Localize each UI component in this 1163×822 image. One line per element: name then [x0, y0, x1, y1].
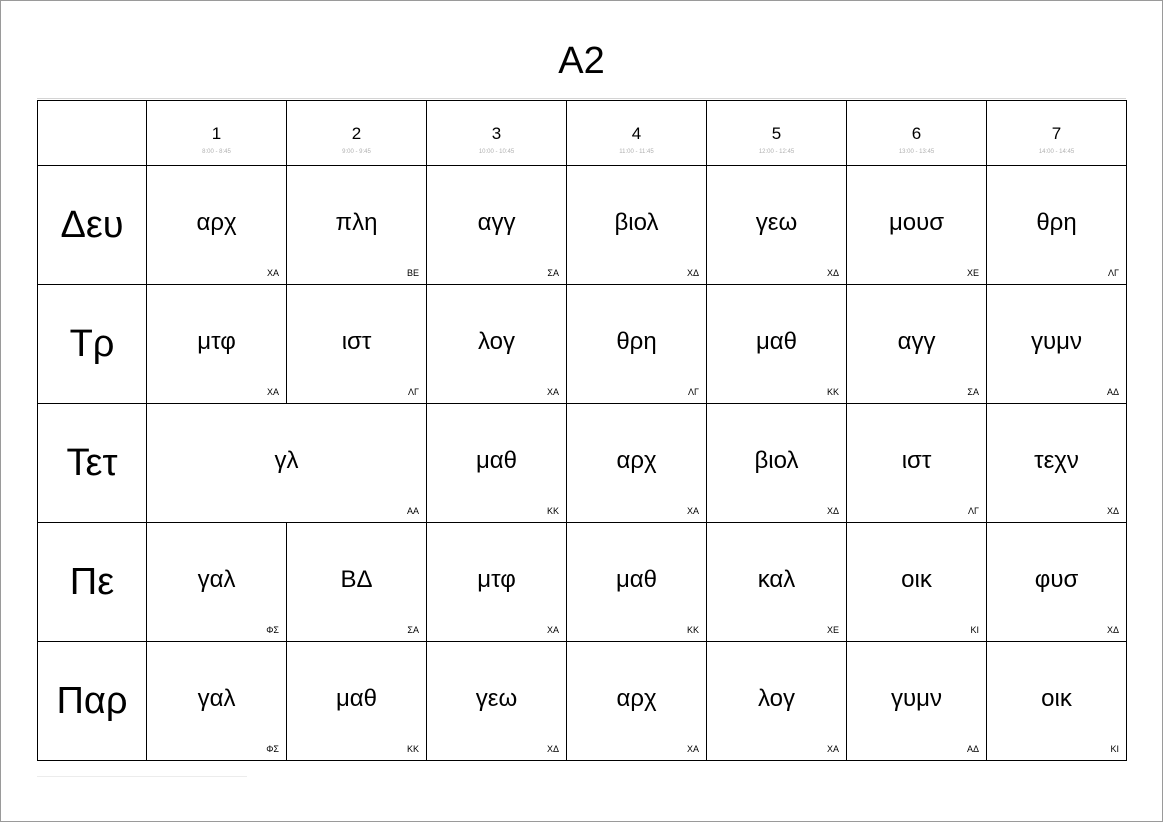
teacher: ΛΓ — [688, 387, 699, 397]
lesson-cell — [567, 166, 707, 285]
subject: οικ — [1041, 685, 1072, 712]
period-number: 4 — [631, 124, 642, 143]
lesson-cell — [707, 523, 847, 642]
teacher: ΧΕ — [966, 268, 979, 278]
lesson-cell — [707, 642, 847, 761]
timetable — [37, 100, 1127, 761]
lesson-cell — [987, 523, 1127, 642]
lesson-cell — [287, 523, 427, 642]
teacher: ΧΑ — [826, 744, 839, 754]
period-time: 10:00 - 10:45 — [478, 149, 515, 155]
teacher: ΒΕ — [406, 268, 419, 278]
lesson-cell — [707, 285, 847, 404]
subject: αγγ — [477, 209, 516, 236]
teacher: ΧΔ — [1106, 506, 1119, 516]
corner-cell — [38, 101, 147, 166]
subject: γυμν — [891, 685, 942, 712]
subject: ιστ — [901, 447, 932, 474]
subject: θρη — [616, 328, 657, 355]
teacher: ΚΙ — [1110, 744, 1119, 754]
lesson-cell — [287, 642, 427, 761]
lesson-cell — [427, 404, 567, 523]
lesson-cell — [567, 523, 707, 642]
teacher: ΧΔ — [1106, 625, 1119, 635]
subject: γαλ — [197, 566, 236, 593]
period-header — [847, 101, 987, 166]
teacher: ΣΑ — [967, 387, 979, 397]
period-header-row — [38, 101, 1127, 166]
day-row — [38, 523, 1127, 642]
lesson-cell — [147, 285, 287, 404]
day-name: Τετ — [38, 404, 147, 523]
day-name: Δευ — [38, 166, 147, 285]
day-row — [38, 285, 1127, 404]
lesson-cell — [987, 285, 1127, 404]
lesson-cell — [147, 166, 287, 285]
subject: θρη — [1036, 209, 1077, 236]
day-name: Τρ — [38, 285, 147, 404]
subject: ΒΔ — [340, 566, 373, 593]
subject: μαθ — [615, 566, 658, 593]
lesson-cell — [847, 523, 987, 642]
subject: μαθ — [475, 447, 518, 474]
period-number: 7 — [1051, 124, 1062, 143]
teacher: ΚΚ — [826, 387, 839, 397]
subject: φυσ — [1034, 566, 1079, 593]
subject: μαθ — [755, 328, 798, 355]
lesson-cell — [147, 642, 287, 761]
lesson-cell — [427, 523, 567, 642]
teacher: ΧΑ — [266, 268, 279, 278]
period-number: 3 — [491, 124, 502, 143]
period-number: 6 — [911, 124, 922, 143]
period-header — [287, 101, 427, 166]
lesson-cell — [707, 166, 847, 285]
day-row — [38, 404, 1127, 523]
period-time: 8:00 - 8:45 — [202, 149, 231, 155]
period-time: 12:00 - 12:45 — [758, 149, 795, 155]
subject: μτφ — [477, 566, 516, 593]
subject: τεχν — [1034, 447, 1079, 474]
header-divider — [37, 98, 1126, 99]
day-row — [38, 642, 1127, 761]
day-name: Παρ — [38, 642, 147, 761]
subject: γυμν — [1031, 328, 1082, 355]
subject: αρχ — [196, 209, 237, 236]
period-time: 11:00 - 11:45 — [619, 149, 654, 155]
page-title: A2 — [558, 40, 605, 82]
subject: πλη — [335, 209, 378, 236]
subject: λογ — [478, 328, 515, 355]
lesson-cell — [147, 523, 287, 642]
lesson-cell — [427, 285, 567, 404]
teacher: ΧΑ — [686, 744, 699, 754]
lesson-cell — [987, 404, 1127, 523]
period-header — [427, 101, 567, 166]
lesson-cell — [287, 285, 427, 404]
teacher: ΧΑ — [546, 387, 559, 397]
period-header — [987, 101, 1127, 166]
lesson-cell — [847, 404, 987, 523]
period-number: 1 — [211, 124, 222, 143]
subject: μτφ — [197, 328, 236, 355]
teacher: ΚΚ — [686, 625, 699, 635]
subject: γαλ — [197, 685, 236, 712]
lesson-cell — [567, 642, 707, 761]
subject: γλ — [274, 447, 299, 474]
teacher: ΚΚ — [406, 744, 419, 754]
teacher: ΣΑ — [407, 625, 419, 635]
period-header — [567, 101, 707, 166]
teacher: ΣΑ — [547, 268, 559, 278]
subject: ιστ — [341, 328, 372, 355]
day-row — [38, 166, 1127, 285]
subject: βιολ — [614, 209, 659, 236]
period-number: 2 — [351, 124, 362, 143]
lesson-cell — [847, 166, 987, 285]
teacher: ΑΔ — [966, 744, 979, 754]
teacher: ΦΣ — [266, 744, 279, 754]
footer-divider — [37, 776, 247, 777]
lesson-cell — [567, 285, 707, 404]
teacher: ΧΑ — [266, 387, 279, 397]
lesson-cell — [847, 642, 987, 761]
teacher: ΦΣ — [266, 625, 279, 635]
teacher: ΛΓ — [968, 506, 979, 516]
lesson-cell — [847, 285, 987, 404]
teacher: ΧΔ — [686, 268, 699, 278]
subject: αρχ — [616, 447, 657, 474]
subject: μαθ — [335, 685, 378, 712]
lesson-cell — [567, 404, 707, 523]
subject: καλ — [757, 566, 796, 593]
subject: αρχ — [616, 685, 657, 712]
lesson-cell — [287, 166, 427, 285]
lesson-cell — [987, 166, 1127, 285]
teacher: ΑΑ — [406, 506, 419, 516]
teacher: ΧΔ — [826, 506, 839, 516]
period-time: 13:00 - 13:45 — [898, 149, 935, 155]
teacher: ΛΓ — [1108, 268, 1119, 278]
subject: βιολ — [754, 447, 799, 474]
teacher: ΛΓ — [408, 387, 419, 397]
period-header — [147, 101, 287, 166]
period-time: 14:00 - 14:45 — [1038, 149, 1075, 155]
subject: οικ — [901, 566, 932, 593]
subject: λογ — [758, 685, 795, 712]
day-name: Πε — [38, 523, 147, 642]
subject: αγγ — [897, 328, 936, 355]
period-time: 9:00 - 9:45 — [342, 149, 371, 155]
teacher: ΧΔ — [546, 744, 559, 754]
teacher: ΑΔ — [1106, 387, 1119, 397]
subject: γεω — [475, 685, 518, 712]
subject: μουσ — [888, 209, 945, 236]
teacher: ΚΚ — [546, 506, 559, 516]
period-number: 5 — [771, 124, 782, 143]
lesson-cell-double — [147, 404, 427, 523]
teacher: ΧΕ — [826, 625, 839, 635]
lesson-cell — [427, 166, 567, 285]
period-header — [707, 101, 847, 166]
teacher: ΧΔ — [826, 268, 839, 278]
lesson-cell — [707, 404, 847, 523]
lesson-cell — [987, 642, 1127, 761]
subject: γεω — [755, 209, 798, 236]
teacher: ΧΑ — [686, 506, 699, 516]
lesson-cell — [427, 642, 567, 761]
teacher: ΚΙ — [970, 625, 979, 635]
teacher: ΧΑ — [546, 625, 559, 635]
